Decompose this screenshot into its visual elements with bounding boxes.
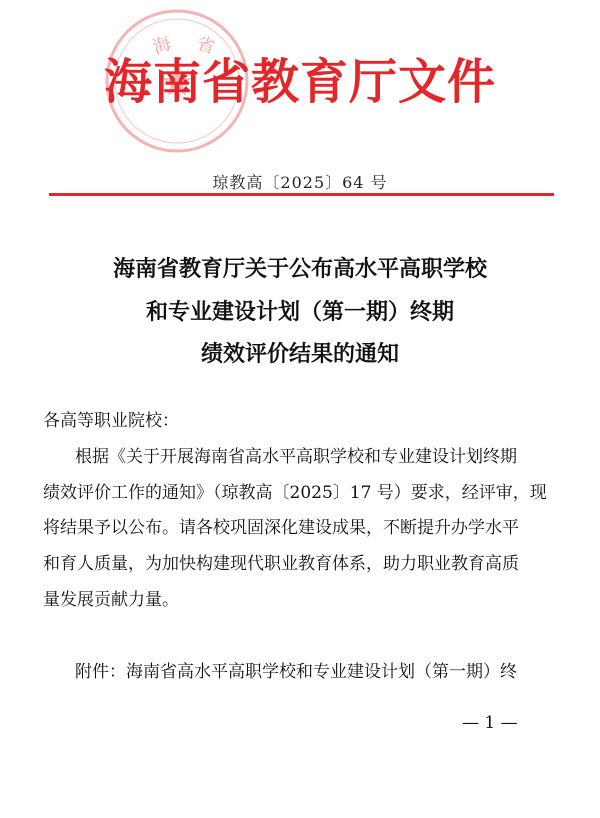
body-line-4: 和育人质量，为加快构建现代职业教育体系，助力职业教育高质: [43, 554, 519, 574]
org-header-title: 海南省教育厅文件: [103, 54, 496, 110]
body-line-1: 根据《关于开展海南省高水平高职学校和专业建设计划终期: [75, 447, 517, 467]
attachment-line: 附件：海南省高水平高职学校和专业建设计划（第一期）终: [75, 662, 517, 682]
red-divider: [49, 193, 554, 196]
document-title-line-2: 和专业建设计划（第一期）终期: [145, 299, 454, 325]
body-line-3: 将结果予以公布。请各校巩固深化建设成果，不断提升办学水平: [43, 518, 519, 538]
document-title-line-3: 绩效评价结果的通知: [200, 341, 399, 367]
body-line-2: 绩效评价工作的通知》（琼教高〔2025〕17 号）要求，经评审，现: [43, 483, 547, 503]
document-number: 琼教高〔2025〕64 号: [212, 173, 388, 192]
page-number: — 1 —: [462, 713, 518, 733]
document-title-line-1: 海南省教育厅关于公布高水平高职学校: [112, 256, 487, 282]
svg-text:省: 省: [193, 33, 218, 59]
salutation: 各高等职业院校：: [43, 411, 179, 431]
body-line-5: 量发展贡献力量。: [43, 590, 179, 610]
svg-text:海: 海: [150, 32, 175, 59]
